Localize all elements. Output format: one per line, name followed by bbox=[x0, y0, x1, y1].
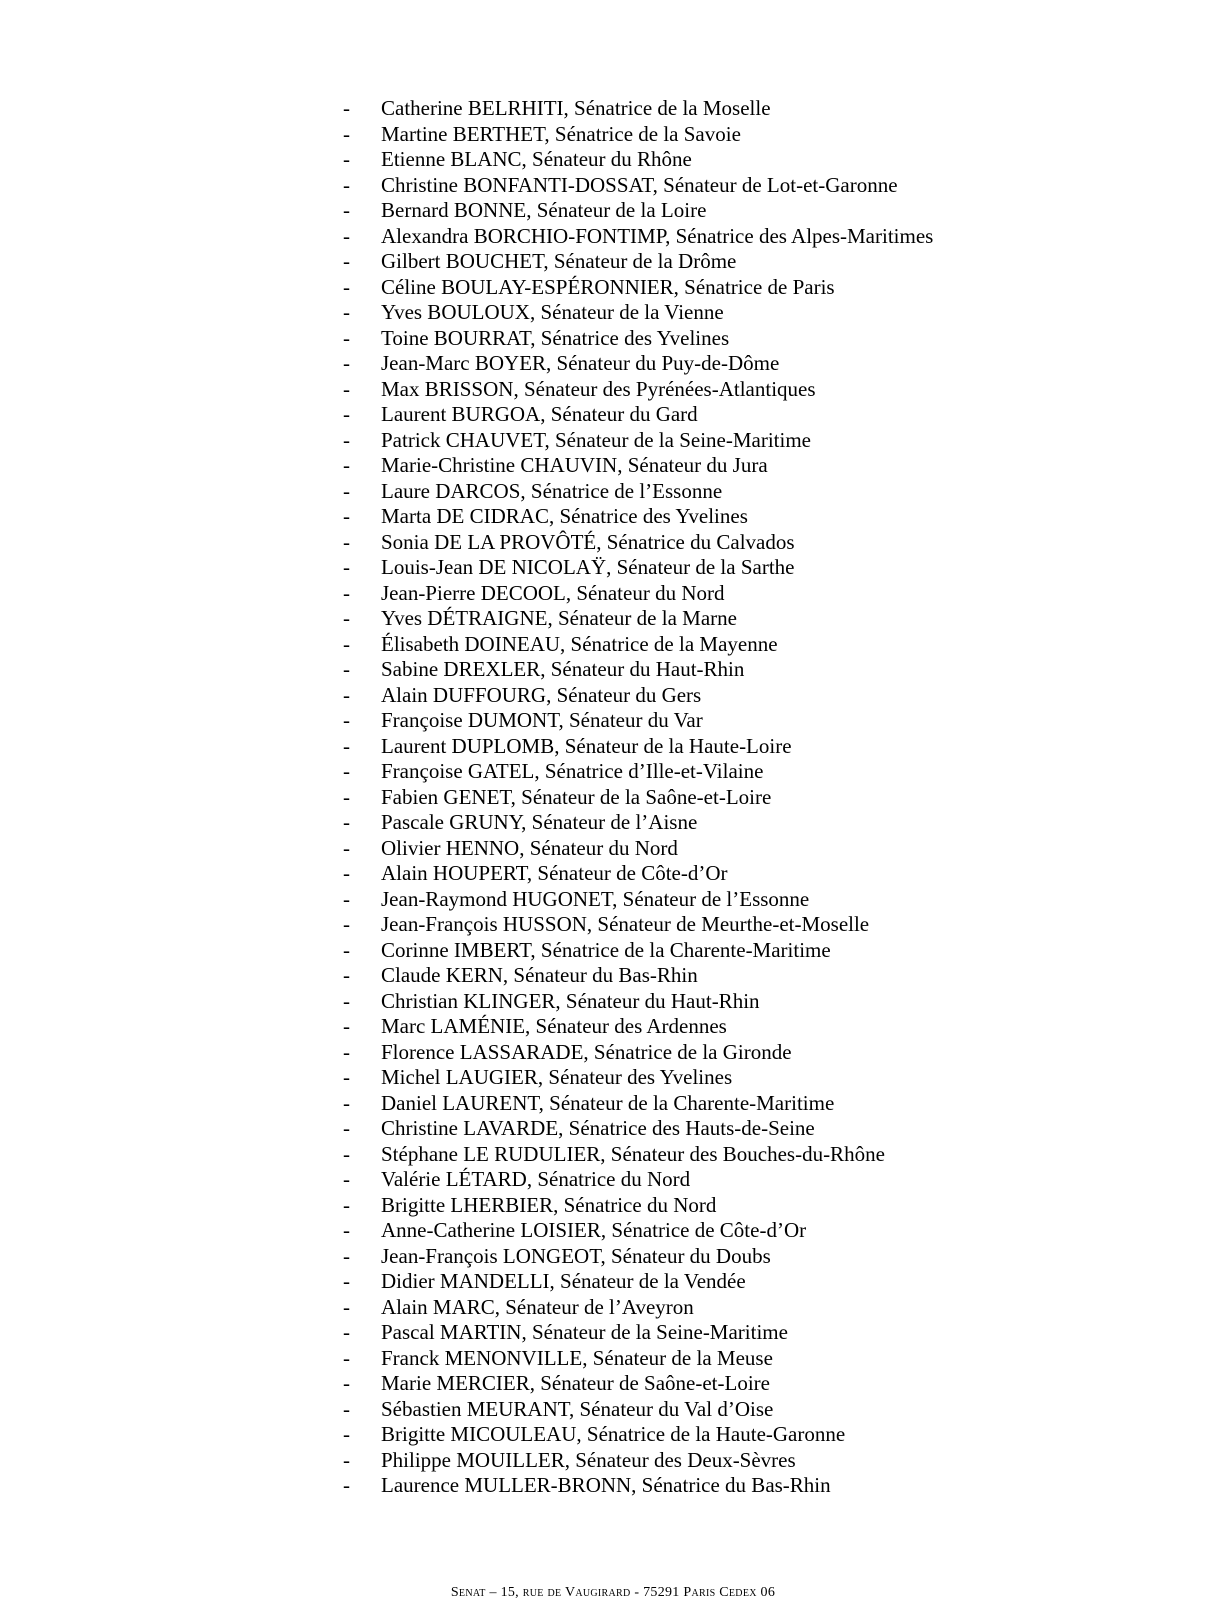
list-bullet-dash: - bbox=[343, 1320, 350, 1344]
list-bullet-dash: - bbox=[343, 580, 350, 605]
list-bullet-dash: - bbox=[343, 402, 350, 426]
signatory-entry: Martine BERTHET, Sénatrice de la Savoie bbox=[381, 121, 741, 146]
signatory-entry: Bernard BONNE, Sénateur de la Loire bbox=[381, 198, 707, 222]
list-bullet-dash: - bbox=[343, 325, 350, 350]
list-bullet-dash: - bbox=[343, 1422, 350, 1446]
signatory-entry: Yves DÉTRAIGNE, Sénateur de la Marne bbox=[381, 606, 737, 630]
list-bullet-dash: - bbox=[343, 937, 350, 962]
signatory-entry: Florence LASSARADE, Sénatrice de la Gironde bbox=[381, 1039, 792, 1064]
list-bullet-dash: - bbox=[343, 606, 350, 630]
signatory-entry: Toine BOURRAT, Sénatrice des Yvelines bbox=[381, 325, 730, 350]
signatory-entry: Sabine DREXLER, Sénateur du Haut-Rhin bbox=[381, 657, 745, 681]
list-bullet-dash: - bbox=[343, 1218, 350, 1242]
signatory-entry: Sébastien MEURANT, Sénateur du Val d’Oise bbox=[381, 1396, 774, 1421]
signatory-entry: Brigitte LHERBIER, Sénatrice du Nord bbox=[381, 1192, 717, 1217]
signatory-entry: Didier MANDELLI, Sénateur de la Vendée bbox=[381, 1269, 746, 1293]
signatory-entry: Corinne IMBERT, Sénatrice de la Charente-Maritime bbox=[381, 937, 831, 962]
list-bullet-dash: - bbox=[343, 427, 350, 452]
signatory-entry: Marie-Christine CHAUVIN, Sénateur du Jura bbox=[381, 453, 768, 477]
signatory-entry: Élisabeth DOINEAU, Sénatrice de la Mayenne bbox=[381, 631, 778, 656]
signatory-entry: Patrick CHAUVET, Sénateur de la Seine-Maritime bbox=[381, 427, 811, 452]
list-bullet-dash: - bbox=[343, 172, 350, 197]
list-bullet-dash: - bbox=[343, 835, 350, 860]
signatory-entry: Stéphane LE RUDULIER, Sénateur des Bouches-du-Rhône bbox=[381, 1141, 885, 1166]
list-bullet-dash: - bbox=[343, 198, 350, 222]
signatory-entry: Max BRISSON, Sénateur des Pyrénées-Atlantiques bbox=[381, 376, 816, 401]
list-bullet-dash: - bbox=[343, 708, 350, 732]
list-bullet-dash: - bbox=[343, 1192, 350, 1217]
list-bullet-dash: - bbox=[343, 96, 350, 120]
signatory-entry: Olivier HENNO, Sénateur du Nord bbox=[381, 835, 678, 860]
list-bullet-dash: - bbox=[343, 300, 350, 324]
signatory-entry: Jean-Raymond HUGONET, Sénateur de l’Essonne bbox=[381, 886, 810, 911]
list-bullet-dash: - bbox=[343, 1167, 350, 1191]
signatory-entry: Alexandra BORCHIO-FONTIMP, Sénatrice des Alpes-Maritimes bbox=[381, 223, 934, 248]
signatory-entry: Céline BOULAY-ESPÉRONNIER, Sénatrice de Paris bbox=[381, 274, 835, 299]
signatory-entry: Etienne BLANC, Sénateur du Rhône bbox=[381, 147, 692, 171]
list-bullet-dash: - bbox=[343, 1269, 350, 1293]
list-bullet-dash: - bbox=[343, 376, 350, 401]
signatory-entry: Jean-François HUSSON, Sénateur de Meurthe-et-Moselle bbox=[381, 912, 870, 936]
signatory-entry: Laurent DUPLOMB, Sénateur de la Haute-Loire bbox=[381, 733, 792, 758]
list-bullet-dash: - bbox=[343, 478, 350, 503]
list-bullet-dash: - bbox=[343, 147, 350, 171]
list-bullet-dash: - bbox=[343, 1090, 350, 1115]
list-bullet-dash: - bbox=[343, 1141, 350, 1166]
signatory-entry: Françoise DUMONT, Sénateur du Var bbox=[381, 708, 703, 732]
signatory-entry: Fabien GENET, Sénateur de la Saône-et-Loire bbox=[381, 784, 772, 809]
page-footer-address: Senat – 15, rue de Vaugirard - 75291 Paris Cedex 06 bbox=[450, 1585, 776, 1600]
list-bullet-dash: - bbox=[343, 453, 350, 477]
list-bullet-dash: - bbox=[343, 223, 350, 248]
signatory-entry: Catherine BELRHITI, Sénatrice de la Moselle bbox=[381, 96, 771, 120]
list-bullet-dash: - bbox=[343, 912, 350, 936]
signatory-entry: Michel LAUGIER, Sénateur des Yvelines bbox=[381, 1065, 733, 1089]
list-bullet-dash: - bbox=[343, 963, 350, 987]
signatory-entry: Jean-Marc BOYER, Sénateur du Puy-de-Dôme bbox=[381, 351, 780, 375]
signatory-entry: Marta DE CIDRAC, Sénatrice des Yvelines bbox=[381, 504, 748, 528]
list-bullet-dash: - bbox=[343, 784, 350, 809]
signatory-entry: Christian KLINGER, Sénateur du Haut-Rhin bbox=[381, 988, 760, 1013]
signatory-entry: Gilbert BOUCHET, Sénateur de la Drôme bbox=[381, 249, 737, 273]
signatory-entry: Daniel LAURENT, Sénateur de la Charente-Maritime bbox=[381, 1090, 835, 1115]
list-bullet-dash: - bbox=[343, 810, 350, 834]
list-bullet-dash: - bbox=[343, 1371, 350, 1395]
signatory-entry: Pascal MARTIN, Sénateur de la Seine-Maritime bbox=[381, 1320, 788, 1344]
list-bullet-dash: - bbox=[343, 1473, 350, 1497]
list-bullet-dash: - bbox=[343, 657, 350, 681]
signatory-entry: Sonia DE LA PROVÔTÉ, Sénatrice du Calvados bbox=[381, 529, 795, 554]
list-bullet-dash: - bbox=[343, 249, 350, 273]
signatory-entry: Yves BOULOUX, Sénateur de la Vienne bbox=[381, 300, 724, 324]
signatory-entry: Philippe MOUILLER, Sénateur des Deux-Sèvres bbox=[381, 1447, 796, 1472]
signatory-entry: Alain MARC, Sénateur de l’Aveyron bbox=[381, 1294, 694, 1319]
signatory-entry: Laurence MULLER-BRONN, Sénatrice du Bas-Rhin bbox=[381, 1473, 831, 1497]
signatory-entry: Laurent BURGOA, Sénateur du Gard bbox=[381, 402, 698, 426]
list-bullet-dash: - bbox=[343, 861, 350, 885]
list-bullet-dash: - bbox=[343, 274, 350, 299]
list-bullet-dash: - bbox=[343, 504, 350, 528]
signatory-entry: Jean-François LONGEOT, Sénateur du Doubs bbox=[381, 1243, 771, 1268]
list-bullet-dash: - bbox=[343, 1243, 350, 1268]
list-bullet-dash: - bbox=[343, 529, 350, 554]
signatory-entry: Françoise GATEL, Sénatrice d’Ille-et-Vilaine bbox=[381, 759, 764, 783]
list-bullet-dash: - bbox=[343, 121, 350, 146]
signatory-entry: Alain HOUPERT, Sénateur de Côte-d’Or bbox=[381, 861, 728, 885]
signatory-entry: Marie MERCIER, Sénateur de Saône-et-Loire bbox=[381, 1371, 770, 1395]
signatory-entry: Christine LAVARDE, Sénatrice des Hauts-de-Seine bbox=[381, 1116, 815, 1140]
signatory-entry: Laure DARCOS, Sénatrice de l’Essonne bbox=[381, 478, 723, 503]
list-bullet-dash: - bbox=[343, 1065, 350, 1089]
list-bullet-dash: - bbox=[343, 631, 350, 656]
list-bullet-dash: - bbox=[343, 759, 350, 783]
signatory-entry: Pascale GRUNY, Sénateur de l’Aisne bbox=[381, 810, 698, 834]
list-bullet-dash: - bbox=[343, 886, 350, 911]
list-bullet-dash: - bbox=[343, 733, 350, 758]
signatory-entry: Claude KERN, Sénateur du Bas-Rhin bbox=[381, 963, 698, 987]
list-bullet-dash: - bbox=[343, 1014, 350, 1038]
list-bullet-dash: - bbox=[343, 351, 350, 375]
list-bullet-dash: - bbox=[343, 555, 350, 579]
signatory-entry: Brigitte MICOULEAU, Sénatrice de la Haute-Garonne bbox=[381, 1422, 846, 1446]
signatory-entry: Marc LAMÉNIE, Sénateur des Ardennes bbox=[381, 1014, 727, 1038]
signatory-entry: Anne-Catherine LOISIER, Sénatrice de Côte-d’Or bbox=[381, 1218, 807, 1242]
signatory-entry: Jean-Pierre DECOOL, Sénateur du Nord bbox=[381, 580, 725, 605]
signatory-entry: Louis-Jean DE NICOLAŸ, Sénateur de la Sarthe bbox=[381, 555, 795, 579]
list-bullet-dash: - bbox=[343, 682, 350, 707]
list-bullet-dash: - bbox=[343, 988, 350, 1013]
signatory-entry: Valérie LÉTARD, Sénatrice du Nord bbox=[381, 1167, 691, 1191]
signatory-entry: Alain DUFFOURG, Sénateur du Gers bbox=[381, 682, 702, 707]
signatory-entry: Franck MENONVILLE, Sénateur de la Meuse bbox=[381, 1345, 773, 1370]
list-bullet-dash: - bbox=[343, 1294, 350, 1319]
list-bullet-dash: - bbox=[343, 1345, 350, 1370]
list-bullet-dash: - bbox=[343, 1396, 350, 1421]
list-bullet-dash: - bbox=[343, 1116, 350, 1140]
list-bullet-dash: - bbox=[343, 1039, 350, 1064]
list-bullet-dash: - bbox=[343, 1447, 350, 1472]
signatory-entry: Christine BONFANTI-DOSSAT, Sénateur de Lot-et-Garonne bbox=[381, 172, 898, 197]
